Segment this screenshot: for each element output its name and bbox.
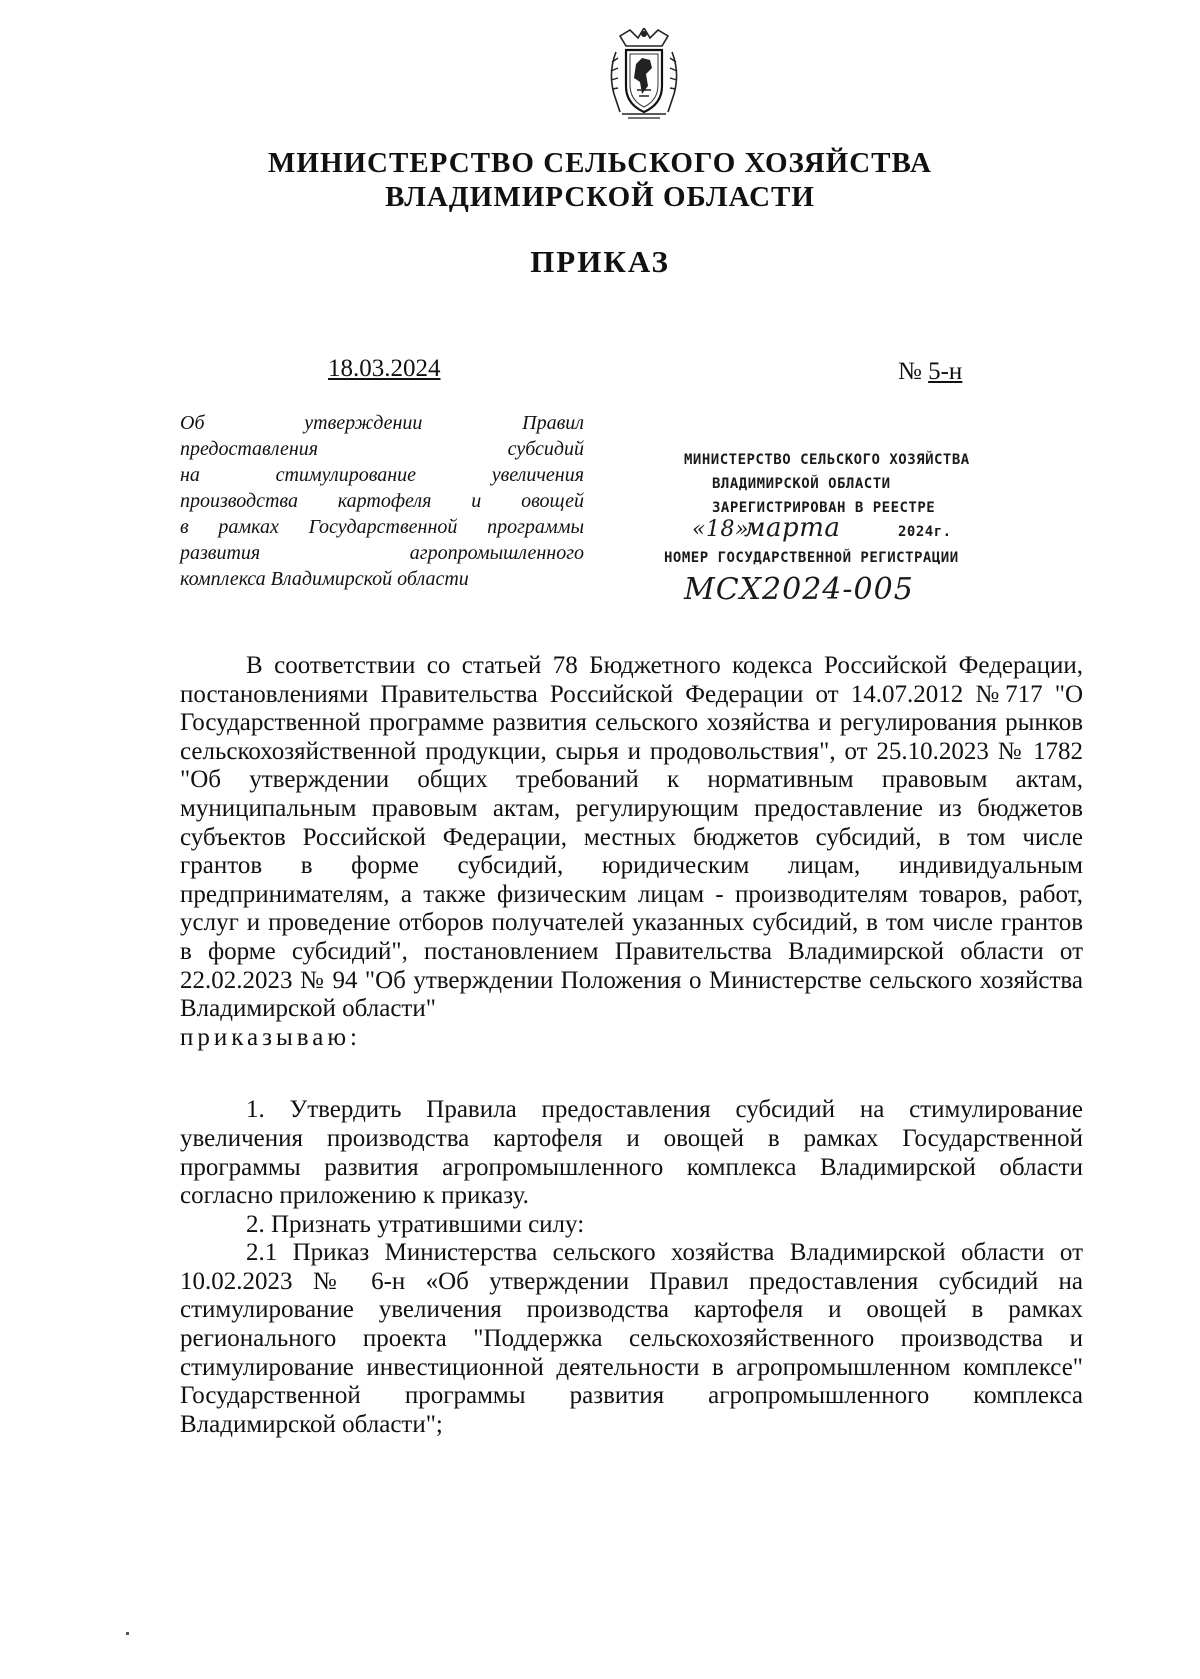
order-number (898, 358, 962, 386)
document-type-title: ПРИКАЗ (530, 244, 670, 279)
stamp-handwritten-registration-number: МСХ2024-005 (684, 572, 914, 607)
stamp-handwritten-day: «18» (692, 517, 749, 542)
registration-stamp (662, 448, 1022, 608)
order-number-value: 5-н (928, 358, 963, 385)
preamble-paragraph: В соответствии со статьей 78 Бюджетного кодекса Российской Федерации, постановлениями Правительства Российской Федерации от 14.07.2012 №717 "О Государственной программе развития сельского хозяйства и регулирования рынков сельскохозяйственной продукции, сырья и продовольствия", от 25.10.2023 № 1782 "Об утверждении общих требований к нормативным правовым актам, муниципальным правовым актам, регулирующим предоставление из бюджетов субъектов Российской Федерации, местных бюджетов субсидий, в том числе грантов в форме субсидий, юридическим лицам, индивидуальным предпринимателям, а также физическим лицам - производителям товаров, работ, услуг и проведение отборов получателей указанных субсидий, в том числе грантов в форме субсидий", постановлением Правительства Владимирской области от 22.02.2023 № 94 "Об утверждении Положения о Министерстве сельского хозяйства Владимирской области" (180, 652, 1083, 1023)
coat-of-arms-emblem-icon (606, 28, 682, 120)
subject-line: Об утверждении Правил (180, 412, 584, 434)
order-item-2-1: 2.1 Приказ Министерства сельского хозяйства Владимирской области от 10.02.2023 № 6-н «Об утверждении Правил предоставления субсидий на стимулирование увеличения производства картофеля и овощей в рамках регионального проекта "Поддержка сельскохозяйственного производства и стимулирование инвестиционной деятельности в агропромышленном комплексе" Государственной программы развития агропромышленного комплекса Владимирской области"; (180, 1239, 1083, 1438)
subject-line: производства картофеля и овощей (180, 490, 584, 512)
scan-dot (126, 1632, 129, 1635)
subject-line: на стимулирование увеличения (180, 464, 584, 486)
subject-line: предоставления субсидий (180, 438, 584, 460)
order-number-prefix: № (898, 358, 929, 385)
subject-line: развития агропромышленного (180, 542, 584, 564)
ministry-name-line1: МИНИСТЕРСТВО СЕЛЬСКОГО ХОЗЯЙСТВА (268, 147, 932, 179)
stamp-line-date (662, 513, 1022, 546)
order-subject (180, 410, 584, 592)
subject-line: комплекса Владимирской области (180, 568, 469, 590)
ministry-name (0, 146, 1200, 214)
ministry-name-line2: ВЛАДИМИРСКОЙ ОБЛАСТИ (385, 181, 815, 213)
order-body (180, 652, 1083, 1439)
order-item-1: 1. Утвердить Правила предоставления субсидий на стимулирование увеличения производства картофеля и овощей в рамках Государственной программы развития агропромышленного комплекса Владимирской области согласно приложению к приказу. (180, 1096, 1083, 1210)
stamp-line-ministry: МИНИСТЕРСТВО СЕЛЬСКОГО ХОЗЯЙСТВА (684, 452, 970, 468)
stamp-year: 2024г. (898, 524, 952, 540)
stamp-line-region: ВЛАДИМИРСКОЙ ОБЛАСТИ (712, 476, 891, 492)
order-word: приказываю: (180, 1023, 361, 1051)
stamp-line-registered: ЗАРЕГИСТРИРОВАН В РЕЕСТРЕ (712, 500, 936, 516)
stamp-handwritten-month: марта (744, 513, 841, 543)
stamp-line-registration-number-label: НОМЕР ГОСУДАРСТВЕННОЙ РЕГИСТРАЦИИ (664, 550, 959, 566)
order-date: 18.03.2024 (328, 355, 441, 382)
order-item-2: 2. Признать утратившими силу: (246, 1210, 585, 1238)
subject-line: в рамках Государственной программы (180, 516, 584, 538)
